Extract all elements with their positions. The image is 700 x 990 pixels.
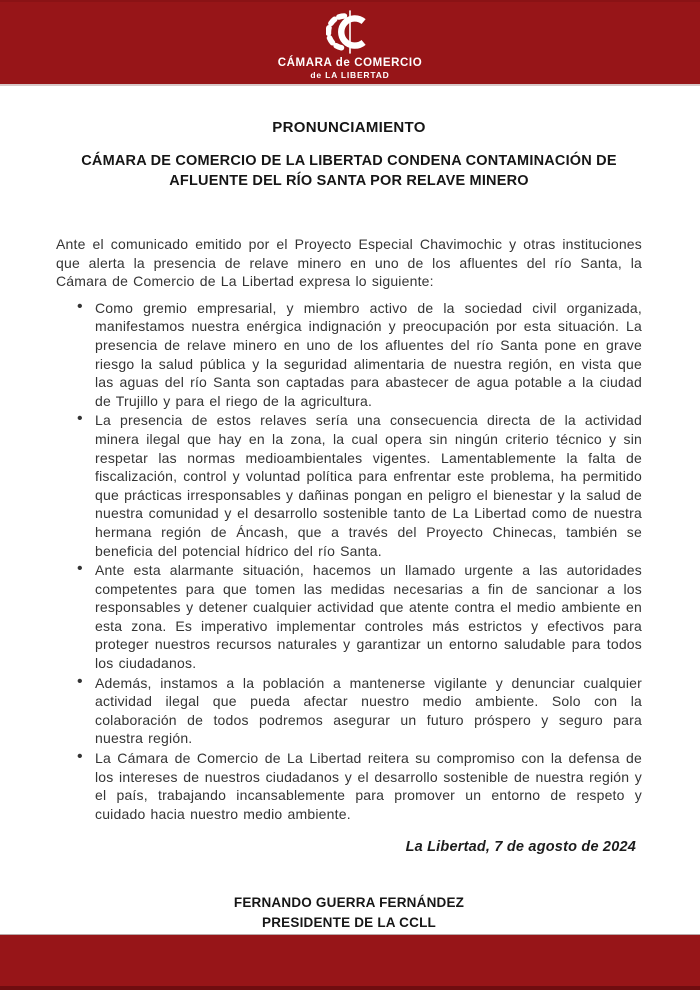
signature-block — [56, 893, 642, 933]
document-body — [0, 119, 700, 933]
bullet-item: • Además, instamos a la población a mantenerse vigilante y denunciar cualquier actividad ilegal que pueda afectar nuestro medio ambiente. Solo con la colaboración de todos podremos asegurar un futuro próspero y seguro para nuestra región. — [77, 674, 642, 748]
logo-org-sub: de LA LIBERTAD — [310, 70, 390, 80]
signer-name: FERNANDO GUERRA FERNÁNDEZ — [233, 895, 465, 911]
bullet-item: • La Cámara de Comercio de La Libertad reitera su compromiso con la defensa de los intereses de nuestros ciudadanos y el desarrollo sostenible de nuestra región y el país, trabajando incansablemente para promover un entorno de respeto y cuidado hacia nuestro medio ambiente. — [77, 749, 642, 823]
signer-title: PRESIDENTE DE LA CCLL — [262, 915, 436, 931]
ccll-emblem-icon — [326, 8, 374, 56]
header-band — [0, 0, 700, 86]
bullet-item: • Como gremio empresarial, y miembro activo de la sociedad civil organizada, manifestamos nuestra enérgica indignación y preocupación por esta situación. La presencia de relave minero en uno de los afluentes del río Santa pone en grave riesgo la salud pública y la seguridad alimentaria de nuestra región, en vista que las aguas del río Santa son captadas para abastecer de agua potable a la ciudad de Trujillo y para el riego de la agricultura. — [77, 299, 642, 411]
ccll-logo — [278, 8, 423, 80]
logo-org-name: CÁMARA de COMERCIO — [277, 57, 423, 69]
bullet-list — [56, 299, 642, 824]
document-kicker: PRONUNCIAMIENTO — [272, 119, 426, 136]
bullet-item: • La presencia de estos relaves sería una consecuencia directa de la actividad minera ilegal que hay en la zona, la cual opera sin ningún criterio técnico y sin respetar las normas medioambientales vigentes. Lamentablemente la falta de fiscalización, control y voluntad política para enfrentar este problema, ha permitido que prácticas irresponsables y dañinas pongan en peligro el bienestar y la salud de nuestra comunidad y el desarrollo sostenible tanto de La Libertad como de nuestra hermana región de Áncash, que a través del Proyecto Chinecas, también se beneficia del potencial hídrico del río Santa. — [77, 411, 642, 560]
intro-paragraph: Ante el comunicado emitido por el Proyecto Especial Chavimochic y otras instituciones que alerta la presencia de relave minero en uno de los afluentes del río Santa, la Cámara de Comercio de La Libertad expresa lo siguiente: — [56, 236, 642, 290]
bullet-item: • Ante esta alarmante situación, hacemos un llamado urgente a las autoridades competentes para que tomen las medidas necesarias a fin de sancionar a los responsables y detener cualquier actividad que atente contra el medio ambiente en esta zona. Es imperativo implementar controles más estrictos y efectivos para proteger nuestros recursos naturales y garantizar un entorno saludable para todos los ciudadanos. — [77, 561, 642, 673]
dateline: La Libertad, 7 de agosto de 2024 — [405, 839, 636, 856]
footer-band — [0, 934, 700, 990]
document-headline: CÁMARA DE COMERCIO DE LA LIBERTAD CONDENA CONTAMINACIÓN DE AFLUENTE DEL RÍO SANTA POR RELAVE MINERO — [81, 153, 617, 189]
